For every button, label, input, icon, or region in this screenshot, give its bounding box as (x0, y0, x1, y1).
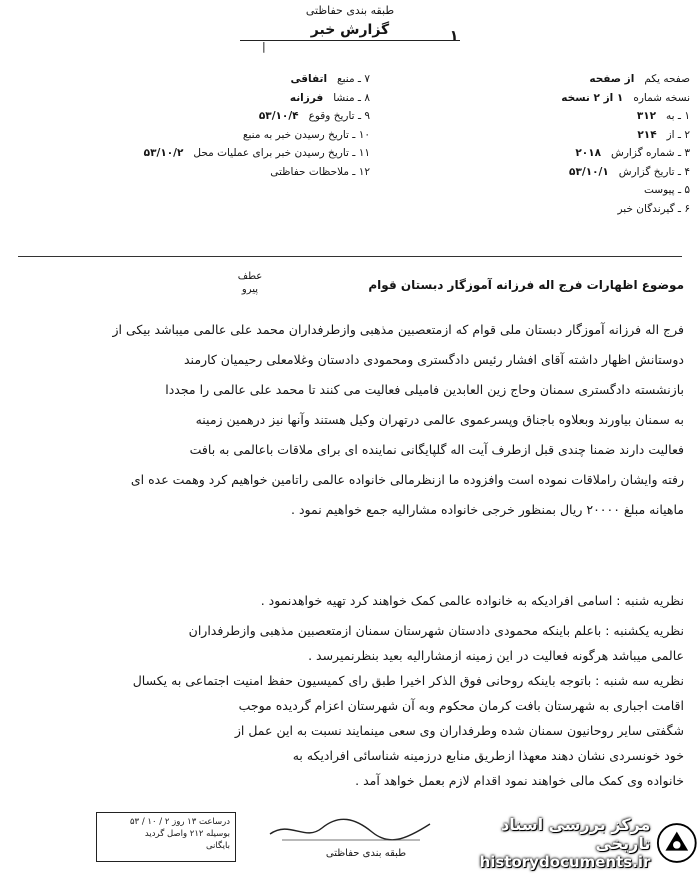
header-mark: ۱ (449, 28, 459, 44)
text-line: نظریه شنبه : اسامی افرادیکه به خانواده عالمی کمک خواهند کرد تهیه خواهدنمود . (260, 593, 684, 608)
receipt-stamp (96, 812, 236, 862)
header-side-mark: | (262, 40, 266, 53)
text-line: شگفتی سایر روحانیون سمنان شده وطرفداران وی سعی مینمایند نسبت به این عمل از (234, 723, 684, 738)
text-line: خانواده وی کمک مالی خواهند نمود اقدام لازم بعمل خواهد آمد . (355, 773, 684, 788)
text-line: بازنشسته دادگستری سمنان وحاج زین العابدین فامیلی فعالیت می کنند تا محمد علی عالمی را مجددا (165, 382, 684, 397)
text-line: فعالیت دارند ضمنا چندی قبل ازطرف آیت اله گلپایگانی نماینده ای برای ملاقات باعالمی به بافت (189, 442, 684, 457)
opinion-sunday (20, 618, 684, 668)
field-copy-number: نسخه شماره ۱ از ۲ نسخه (561, 91, 690, 104)
field-news-to-operations-date: ۱۱ ـ تاریخ رسیدن خبر برای عملیات محل ۵۳/۱۰/۲ (143, 147, 370, 159)
reference-peyro: پیرو (241, 284, 259, 295)
signature-scribble (260, 812, 440, 846)
report-metadata-fields (430, 70, 690, 218)
text-line: نظریه سه شنبه : باتوجه باینکه روحانی فوق الذکر اخیرا طبق رای کمیسیون حفظ امنیت اجتماعی به یکسال (132, 673, 684, 688)
section-divider (18, 256, 682, 257)
text-line: دوستانش اظهار داشته آقای افشار رئیس دادگستری ومحمودی دادستان وغلامعلی رحیمیان کارمند (184, 352, 684, 367)
text-line: اقامت اجباری به شهرستان بافت کرمان محکوم وبه آن شهرستان اعزام گردیده موجب (238, 698, 684, 713)
field-security-notes: ۱۲ ـ ملاحظات حفاظتی (270, 165, 370, 178)
field-occurrence-date: ۹ ـ تاریخ وقوع ۵۳/۱۰/۴ (258, 110, 370, 122)
archive-logo-icon (656, 821, 698, 865)
field-source: ۷ ـ منبع اتفاقی (290, 73, 370, 85)
watermark-text: مرکز بررسی اسناد تاریخی (501, 815, 651, 853)
text-line: ماهیانه مبلغ ۲۰۰۰۰ ریال بمنظور خرجی خانواده مشارالیه جمع خواهیم نمود . (291, 502, 684, 517)
text-line: عالمی میباشد هرگونه فعالیت در این زمینه ازمشارالیه بعید بنظرنمیرسد . (308, 648, 684, 663)
reference-atf: عطف (237, 271, 263, 282)
field-report-date: ۴ ـ تاریخ گزارش ۵۳/۱۰/۱ (569, 165, 690, 178)
stamp-line: بوسیله ۲۱۲ واصل گردید (144, 829, 230, 839)
text-line: فرج اله فرزانه آموزگار دبستان ملی قوام که ازمتعصبین مذهبی وازطرفداران محمد علی عالمی میباشد بیکی از (112, 322, 684, 337)
header-underline (240, 40, 460, 41)
classification-label: طبقه بندی حفاظتی (305, 4, 395, 17)
field-recipients: ۶ ـ گیرندگان خبر (617, 202, 690, 215)
stamp-line: درساعت ۱۳ روز ۲ / ۱۰ / ۵۳ (129, 817, 230, 827)
report-type-title: گزارش خبر (310, 22, 390, 38)
field-origin: ۸ ـ منشا فرزانه (289, 91, 370, 104)
opinion-tuesday (20, 668, 684, 793)
field-news-to-source-date: ۱۰ ـ تاریخ رسیدن خبر به منبع (242, 128, 370, 141)
watermark (452, 812, 698, 874)
report-paragraph-main (20, 315, 684, 525)
text-line: رفته وایشان راملاقات نموده است وافزوده ما ازنظرمالی خانواده عالمی راتامین خواهیم کرد وهمت عده ای (130, 472, 684, 487)
opinion-saturday (20, 588, 684, 613)
field-attachment: ۵ ـ پیوست (643, 184, 690, 196)
text-line: خود خونسردی نشان دهند معهذا ازطریق منابع درزمینه شناسائی افرادیکه به (292, 748, 684, 763)
footer-classification: طبقه بندی حفاظتی (325, 848, 407, 859)
field-from: ۲ ـ از ۲۱۴ (637, 128, 690, 141)
stamp-line: بایگانی (205, 841, 230, 851)
field-page: صفحه یکم از صفحه (589, 73, 690, 85)
text-line: به سمنان بیاورند وبعلاوه باجناق وپسرعموی عالمی درتهران وکیل هستند وآنها نیز درهمین زمینه (195, 412, 684, 427)
text-line: نظریه یکشنبه : باعلم باینکه محمودی دادستان شهرستان سمنان ازمتعصبین مذهبی وازطرفداران (188, 623, 684, 638)
subject-line: موضوع اظهارات فرج اله فرزانه آموزگار دبستان قوام (368, 278, 684, 292)
field-to: ۱ ـ به ۳۱۲ (636, 110, 690, 122)
watermark-url: historydocuments.ir (479, 853, 651, 871)
source-metadata-fields (110, 70, 370, 181)
field-report-number: ۳ ـ شماره گزارش ۲۰۱۸ (575, 147, 690, 159)
